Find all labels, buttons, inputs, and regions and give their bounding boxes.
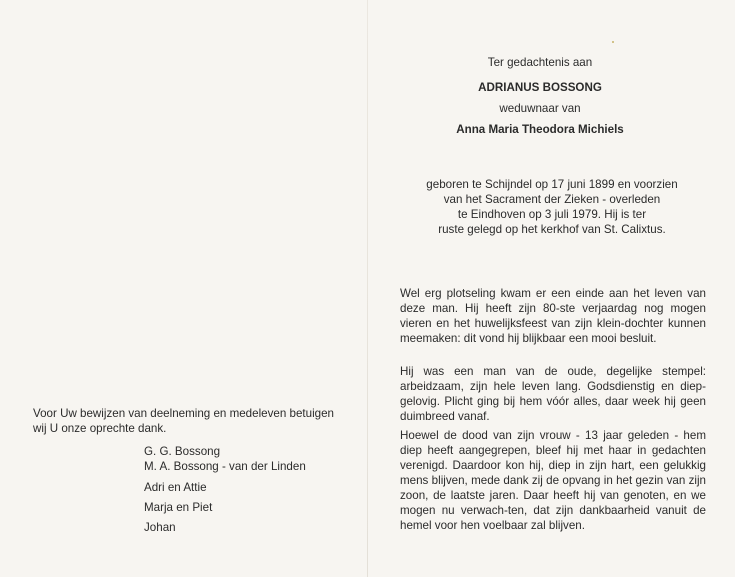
signatory: Adri en Attie: [144, 481, 207, 494]
biography-line: ruste gelegd op het kerkhof van St. Calixtus.: [438, 223, 666, 236]
biography-line: van het Sacrament der Zieken - overleden: [443, 193, 661, 206]
intro-line: Ter gedachtenis aan: [487, 56, 593, 69]
paper-speck: [612, 41, 614, 43]
biography-line: geboren te Schijndel op 17 juni 1899 en voorzien: [426, 178, 678, 191]
tribute-paragraph-2: Hij was een man van de oude, degelijke stempel: arbeidzaam, zijn hele leven lang. Godsdienstig en diep-gelovig. Plicht ging bij hem vóór alles, daar week hij geen duimbreed vanaf.: [400, 365, 706, 423]
spouse-name: Anna Maria Theodora Michiels: [456, 123, 624, 136]
biography-block: [392, 177, 712, 237]
tribute-paragraph-1: Wel erg plotseling kwam er een einde aan het leven van deze man. Hij heeft zijn 80-ste verjaardag nog mogen vieren en het huwelijksfeest van zijn klein-dochter kunnen meemaken: dit vond hij blijkbaar een mooi besluit.: [400, 287, 706, 345]
relation-line: weduwnaar van: [499, 102, 581, 115]
thanks-text: Voor Uw bewijzen van deelneming en medeleven betuigen wij U onze oprechte dank.: [33, 407, 334, 435]
signatory: G. G. Bossong: [144, 445, 221, 458]
biography-line: te Eindhoven op 3 juli 1979. Hij is ter: [457, 208, 647, 221]
signatory: M. A. Bossong - van der Linden: [144, 460, 306, 473]
signatory: Johan: [144, 521, 176, 534]
tribute-paragraph-3: Hoewel de dood van zijn vrouw - 13 jaar geleden - hem diep heeft aangegrepen, bleef hij met haar in gedachten verenigd. Daardoor kon hij, diep in zijn hart, een gelukkig mens blijven, mede dank zij de opvang in het gezin van zijn zoon, de laatste jaren. Daar heeft hij van genoten, en we mogen nu verwach-ten, dat zijn dankbaarheid vanuit de hemel voor hen voelbaar zal blijven.: [400, 429, 706, 532]
deceased-name: ADRIANUS BOSSONG: [478, 81, 602, 94]
card-fold-line: [367, 0, 368, 577]
signatory: Marja en Piet: [144, 501, 213, 514]
